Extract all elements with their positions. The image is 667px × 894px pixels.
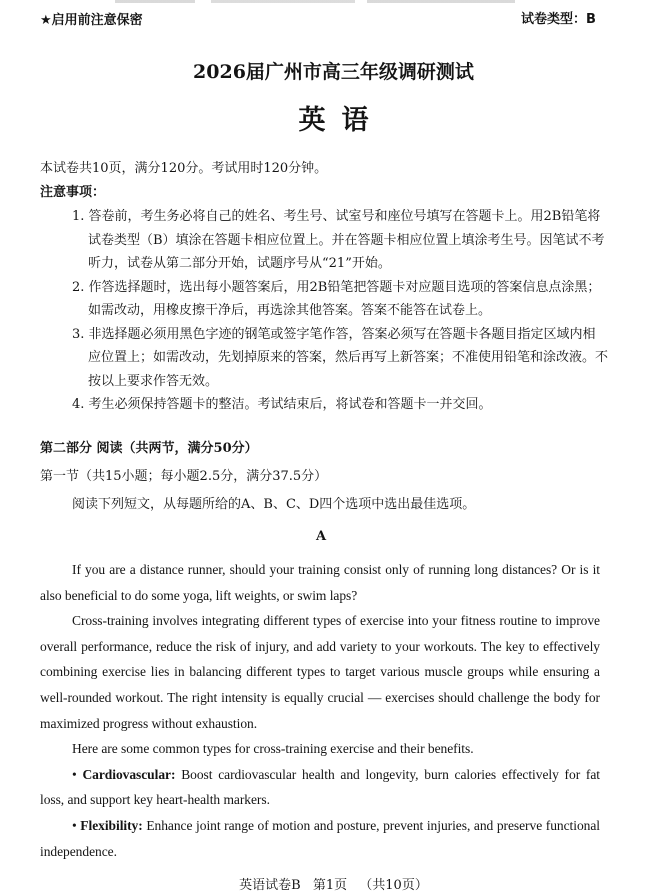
reading-instruction: 阅读下列短文，从每题所给的A、B、C、D四个选项中选出最佳选项。 [72,497,476,512]
page-footer [0,874,667,893]
paper-type-label: 试卷类型：B [521,12,596,27]
bullet-term: Flexibility: [80,817,143,833]
bullet-term: Cardiovascular: [82,766,176,782]
bullet-icon: • [72,766,83,782]
section1-heading: 第一节（共15小题；每小题2.5分，满分37.5分） [40,469,328,484]
note-item: 1. 答卷前，考生务必将自己的姓名、考生号、试室号和座位号填写在答题卡上。用2B铅笔将试卷类型（B）填涂在答题卡相应位置上。并在答题卡相应位置上填涂考生号。因笔试不考听力，试卷从第二部分开始，试题序号从“21”开始。 [72,209,605,271]
bullet-item [40,813,600,864]
note-item: 2. 作答选择题时，选出每小题答案后，用2B铅笔把答题卡对应题目选项的答案信息点涂黑；如需改动，用橡皮擦干净后，再选涂其他答案。答案不能答在试卷上。 [72,279,601,318]
subject-title: 英语 [298,105,385,136]
exam-title: 2026届广州市高三年级调研测试 [193,61,474,83]
passage-paragraph: Here are some common types for cross-training exercise and their benefits. [72,741,474,757]
notes-heading: 注意事项： [40,185,106,200]
exam-info: 本试卷共10页，满分120分。考试用时120分钟。 [40,161,328,176]
bullet-icon: • [72,817,81,833]
passage-paragraph: Cross-training involves integrating different types of exercise into your fitness routine to improve overall performance, reduce the risk of injury, and add variety to your workouts. The key to effectively combining exercise lies in balancing different types to target various muscle groups while ensuring a well-rounded workout. The right intensity is equally crucial — exercises should challenge the body for maximized progress without exhaustion. [40,613,600,731]
bullet-text: Boost cardiovascular health and longevity, burn calories effectively for fat loss, and support key heart-health markers. [40,766,600,808]
note-item: 3. 非选择题必须用黑色字迹的钢笔或签字笔作答，答案必须写在答题卡各题目指定区域内相应位置上；如需改动，先划掉原来的答案，然后再写上新答案；不准使用铅笔和涂改液。不按以上要求作答无效。 [72,326,609,389]
passage-paragraph: If you are a distance runner, should your training consist only of running long distances? Or is it also beneficial to do some yoga, lift weights, or swim laps? [40,562,600,603]
footer-total: （共10页） [359,878,428,893]
bullet-text: Enhance joint range of motion and posture, prevent injuries, and preserve functional independence. [40,817,600,859]
bullet-item [40,762,600,813]
footer-paper: 英语试卷B [239,878,301,893]
confidential-notice: ★启用前注意保密 [40,13,143,28]
notes-list [72,205,608,417]
note-item: 4. 考生必须保持答题卡的整洁。考试结束后，将试卷和答题卡一并交回。 [72,397,492,412]
part2-heading: 第二部分 阅读（共两节，满分50分） [40,441,258,456]
cut-off-text-line [115,0,515,3]
footer-page: 第1页 [312,878,348,893]
passage-letter: A [315,529,327,544]
passage-text [40,557,600,864]
